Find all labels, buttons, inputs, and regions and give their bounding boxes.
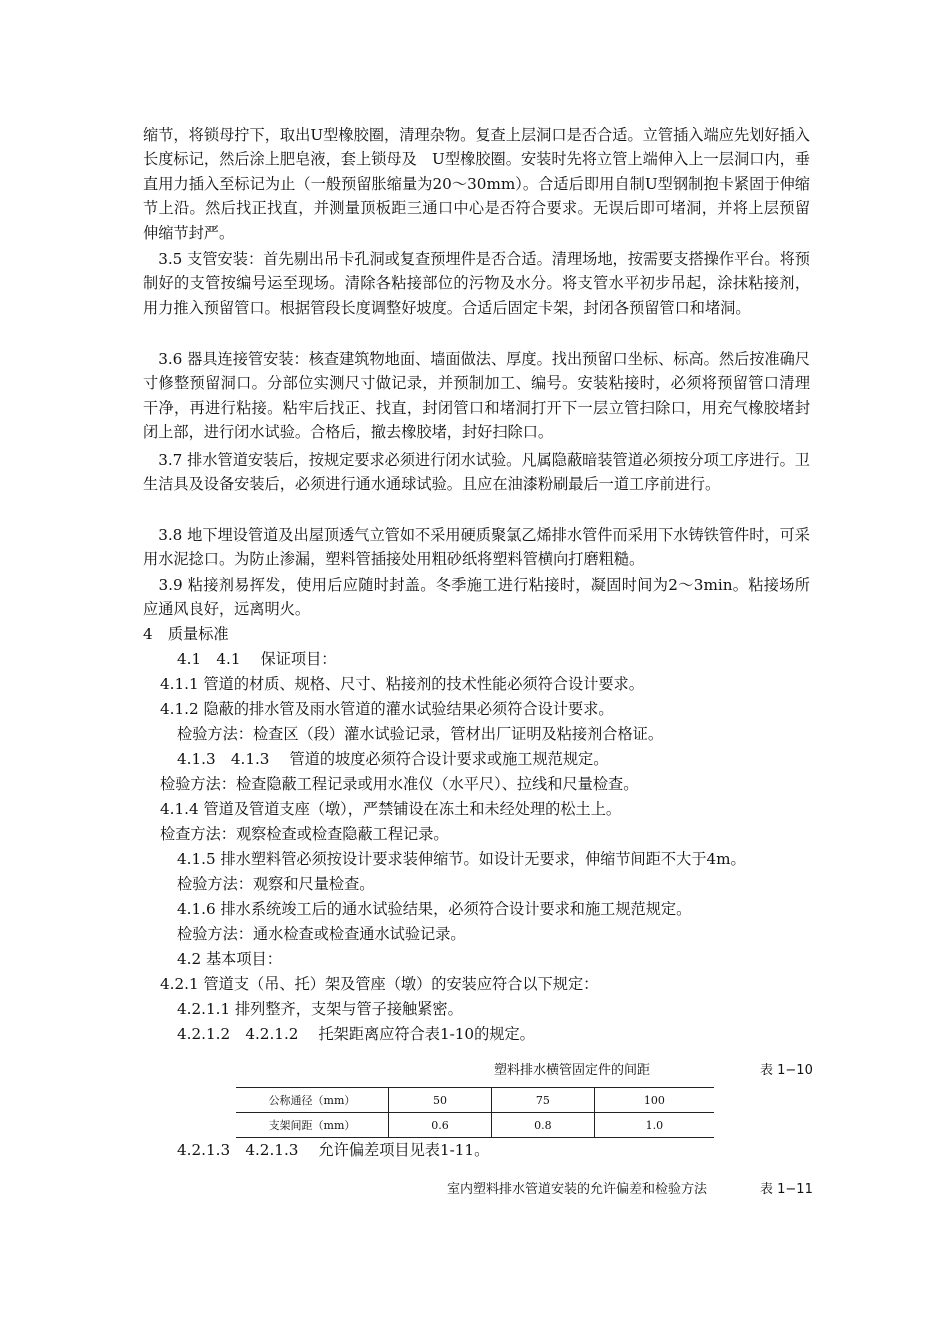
line-4-2-1-2: 4.2.1.2 4.2.1.2 托架距离应符合表1-10的规定。 (177, 1025, 535, 1043)
paragraph-3-4-continued: 缩节，将锁母拧下，取出U型橡胶圈，清理杂物。复查上层洞口是否合适。立管插入端应先划好插入长度标记，然后涂上肥皂液，套上锁母及 U型橡胶圈。安装时先将立管上端伸入上一层洞口内，垂直用力插入至标记为止（一般预留胀缩量为20～30mm）。合适后即用自制U型钢制抱卡紧固于伸缩节上沿。然后找正找直，并测量顶板距三通口中心是否符合要求。无误后即可堵洞，并将上层预留伸缩节封严。 (143, 126, 810, 242)
line-4-1-2: 4.1.2 隐蔽的排水管及雨水管道的灌水试验结果必须符合设计要求。 (160, 700, 614, 718)
table-1-10 (236, 1087, 714, 1138)
line-4-1-6-method: 检验方法：通水检查或检查通水试验记录。 (177, 925, 466, 943)
line-4-1: 4.1 4.1 保证项目： (177, 650, 337, 668)
table-cell: 75 (491, 1088, 594, 1113)
line-4-1-4-method: 检查方法：观察检查或检查隐蔽工程记录。 (160, 825, 449, 843)
paragraph-3-9: 3.9 粘接剂易挥发，使用后应随时封盖。冬季施工进行粘接时，凝固时间为2～3min。粘接场所应通风良好，远离明火。 (143, 576, 810, 619)
line-4-2-1: 4.2.1 管道支（吊、托）架及管座（墩）的安装应符合以下规定： (160, 975, 599, 993)
table-cell: 支架间距（mm） (236, 1113, 389, 1138)
table-cell: 1.0 (594, 1113, 714, 1138)
line-4-2: 4.2 基本项目： (177, 950, 282, 968)
line-4-1-2-method: 检验方法：检查区（段）灌水试验记录，管材出厂证明及粘接剂合格证。 (177, 725, 663, 743)
table-row (236, 1113, 714, 1138)
table-cell: 0.8 (491, 1113, 594, 1138)
table-cell: 公称通径（mm） (236, 1088, 389, 1113)
table-cell: 0.6 (389, 1113, 492, 1138)
table-cell: 100 (594, 1088, 714, 1113)
table-1-11-number: 表 1−11 (760, 1182, 813, 1197)
line-4-1-6: 4.1.6 排水系统竣工后的通水试验结果，必须符合设计要求和施工规范规定。 (177, 900, 692, 918)
paragraph-3-5: 3.5 支管安装：首先剔出吊卡孔洞或复查预埋件是否合适。清理场地，按需要支搭操作平台。将预制好的支管按编号运至现场。清除各粘接部位的污物及水分。将支管水平初步吊起，涂抹粘接剂，用力推入预留管口。根据管段长度调整好坡度。合适后固定卡架，封闭各预留管口和堵洞。 (143, 250, 810, 317)
paragraph-3-6: 3.6 器具连接管安装：核查建筑物地面、墙面做法、厚度。找出预留口坐标、标高。然后按准确尺寸修整预留洞口。分部位实测尺寸做记录，并预制加工、编号。安装粘接时，必须将预留管口清理干净，再进行粘接。粘牢后找正、找直，封闭管口和堵洞打开下一层立管扫除口，用充气橡胶堵封闭上部，进行闭水试验。合格后，撤去橡胶堵，封好扫除口。 (143, 350, 810, 442)
line-4-1-5: 4.1.5 排水塑料管必须按设计要求装伸缩节。如设计无要求，伸缩节间距不大于4m。 (177, 850, 746, 868)
line-4-1-5-method: 检验方法：观察和尺量检查。 (177, 875, 375, 893)
line-4-1-3: 4.1.3 4.1.3 管道的坡度必须符合设计要求或施工规范规定。 (177, 750, 609, 768)
table-row (236, 1088, 714, 1113)
line-4-1-3-method: 检验方法：检查隐蔽工程记录或用水准仪（水平尺）、拉线和尺量检查。 (160, 775, 639, 793)
table-1-11-title: 室内塑料排水管道安装的允许偏差和检验方法 (447, 1182, 708, 1197)
line-4-2-1-3: 4.2.1.3 4.2.1.3 允许偏差项目见表1-11。 (177, 1141, 490, 1159)
paragraph-3-8: 3.8 地下埋设管道及出屋顶透气立管如不采用硬质聚氯乙烯排水管件而采用下水铸铁管件时，可采用水泥捻口。为防止渗漏，塑料管插接处用粗砂纸将塑料管横向打磨粗糙。 (143, 526, 810, 569)
paragraph-3-7: 3.7 排水管道安装后，按规定要求必须进行闭水试验。凡属隐蔽暗装管道必须按分项工序进行。卫生洁具及设备安装后，必须进行通水通球试验。且应在油漆粉刷最后一道工序前进行。 (143, 451, 810, 494)
line-4-2-1-1: 4.2.1.1 排列整齐，支架与管子接触紧密。 (177, 1000, 463, 1018)
table-cell: 50 (389, 1088, 492, 1113)
table-1-10-number: 表 1−10 (760, 1063, 813, 1078)
table-1-10-title: 塑料排水横管固定件的间距 (494, 1063, 651, 1078)
line-4-1-4: 4.1.4 管道及管道支座（墩），严禁铺设在冻土和未经处理的松土上。 (160, 800, 622, 818)
line-4-1-1: 4.1.1 管道的材质、规格、尺寸、粘接剂的技术性能必须符合设计要求。 (160, 675, 644, 693)
section-heading-4: 4 质量标准 (143, 625, 229, 643)
